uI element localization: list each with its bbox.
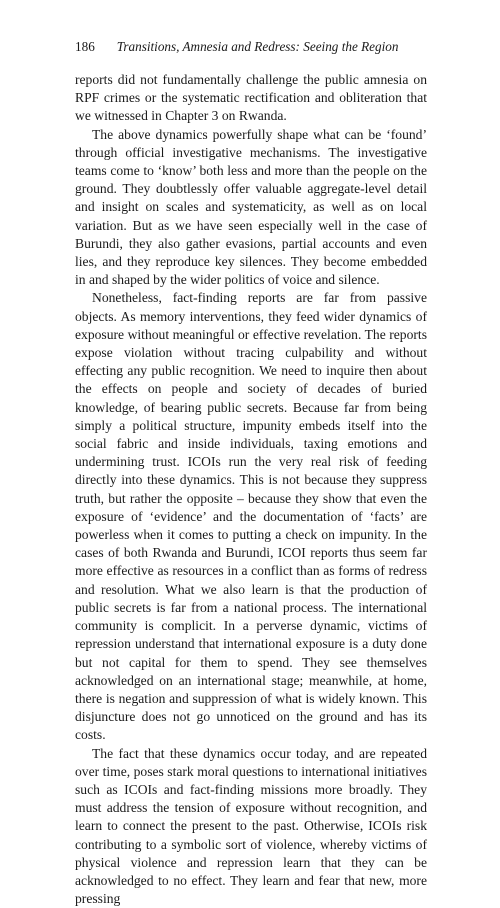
paragraph-continued: reports did not fundamentally challenge the public amnesia on RPF crimes or the systematic rectification and obliteration that we witnessed in Chapter 3 on Rwanda. [75, 72, 427, 124]
page-number: 186 [75, 39, 95, 54]
book-page [75, 38, 427, 908]
body-text [75, 71, 427, 908]
paragraph: The above dynamics powerfully shape what can be ‘found’ through official investigative mechanisms. The investigative teams come to ‘know’ both less and more than the people on the ground. They doubtlessly offer valuable aggregate-level detail and insight on scales and systematicity, as well as on local variation. But as we have seen especially well in the case of Burundi, they also gather evasions, partial accounts and even lies, and they reproduce key silences. They become embedded in and shaped by the wider politics of voice and silence. [75, 126, 427, 288]
running-title: Transitions, Amnesia and Redress: Seeing the Region [116, 39, 399, 54]
paragraph: Nonetheless, fact-finding reports are far from passive objects. As memory interventions, they feed wider dynamics of exposure without meaningful or effective revelation. The reports expose violation without tracing culpability and without effecting any public recognition. We need to inquire then about the effects on people and society of decades of buried knowledge, of bearing public secrets. Because far from being simply a political structure, impunity embeds itself into the social fabric and inside individuals, taxing emotions and undermining trust. ICOIs run the very real risk of feeding directly into these dynamics. This is not because they suppress truth, but rather the opposite – because they show that even the exposure of ‘evidence’ and the documentation of ‘facts’ are powerless when it comes to putting a check on impunity. In the cases of both Rwanda and Burundi, ICOI reports thus seem far more effective as resources in a conflict than as forms of redress and resolution. What we also learn is that the production of public secrets is far from a national process. The international community is complicit. In a perverse dynamic, victims of repression understand that international exposure is a duty done but not capital for them to spend. They see themselves acknowledged on an international stage; meanwhile, at home, there is negation and suppression of what is widely known. This disjuncture does not go unnoticed on the ground and has its costs. [75, 290, 427, 743]
running-head [75, 38, 427, 56]
paragraph: The fact that these dynamics occur today, and are repeated over time, poses stark moral questions to international initiatives such as ICOIs and fact-finding missions more broadly. They must address the tension of exposure without recognition, and learn to connect the present to the past. Otherwise, ICOIs risk contributing to a symbolic sort of violence, whereby victims of physical violence and repression learn that they can be acknowledged to no effect. They learn and fear that new, more pressing [75, 745, 427, 907]
